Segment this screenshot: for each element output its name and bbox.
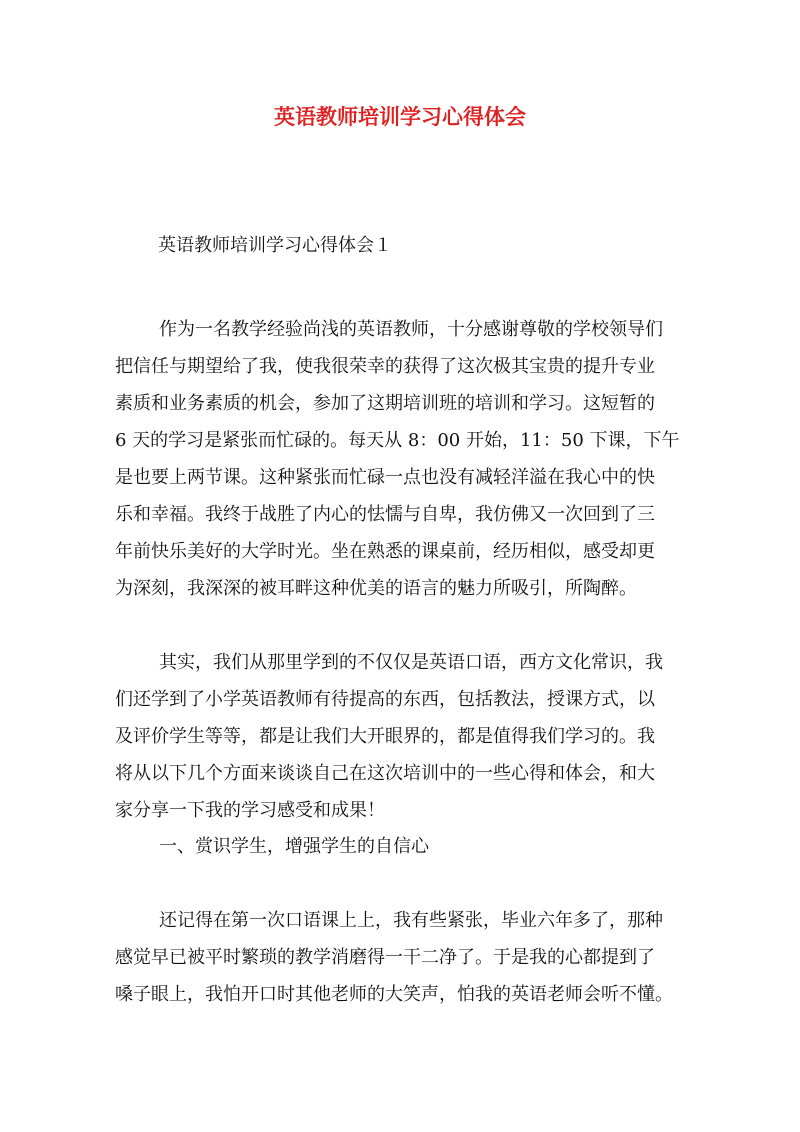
paragraph-line: 为深刻，我深深的被耳畔这种优美的语言的魅力所吸引，所陶醉。 (115, 578, 637, 599)
section-heading-1 (115, 828, 685, 865)
document-title: 英语教师培训学习心得体会 (274, 104, 526, 129)
paragraph-3 (115, 902, 685, 1013)
paragraph-line: 乐和幸福。我终于战胜了内心的怯懦与自卑，我仿佛又一次回到了三 (115, 504, 655, 525)
paragraph-line: 是也要上两节课。这种紧张而忙碌一点也没有减轻洋溢在我心中的快 (115, 467, 655, 488)
paragraph-line: 年前快乐美好的大学时光。坐在熟悉的课桌前，经历相似，感受却更 (115, 541, 655, 562)
section-heading-text: 一、赏识学生，增强学生的自信心 (159, 836, 429, 857)
paragraph-line: 其实，我们从那里学到的不仅仅是英语口语，西方文化常识，我 (159, 652, 663, 673)
paragraph-line: 把信任与期望给了我，使我很荣幸的获得了这次极其宝贵的提升专业 (115, 356, 655, 377)
paragraph-line: 及评价学生等等，都是让我们大开眼界的，都是值得我们学习的。我 (115, 726, 655, 747)
paragraph-line: 作为一名教学经验尚浅的英语教师，十分感谢尊敬的学校领导们 (159, 319, 663, 340)
paragraph-line: 嗓子眼上，我怕开口时其他老师的大笑声，怕我的英语老师会听不懂。 (115, 984, 673, 1005)
paragraph-line: 素质和业务素质的机会，参加了这期培训班的培训和学习。这短暂的 (115, 393, 655, 414)
document-subtitle: 英语教师培训学习心得体会１ (158, 235, 392, 256)
paragraph-2 (115, 644, 685, 829)
paragraph-line: 将从以下几个方面来谈谈自己在这次培训中的一些心得和体会，和大 (115, 763, 655, 784)
paragraph-line: 感觉早已被平时繁琐的教学消磨得一干二净了。于是我的心都提到了 (115, 947, 655, 968)
paragraph-line: 6 天的学习是紧张而忙碌的。每天从 8：00 开始，11：50 下课，下午 (115, 430, 680, 451)
paragraph-line: 还记得在第一次口语课上上，我有些紧张，毕业六年多了，那种 (159, 910, 663, 931)
paragraph-line: 家分享一下我的学习感受和成果！ (115, 800, 385, 821)
paragraph-line: 们还学到了小学英语教师有待提高的东西，包括教法，授课方式，以 (115, 689, 655, 710)
paragraph-1 (115, 311, 685, 607)
